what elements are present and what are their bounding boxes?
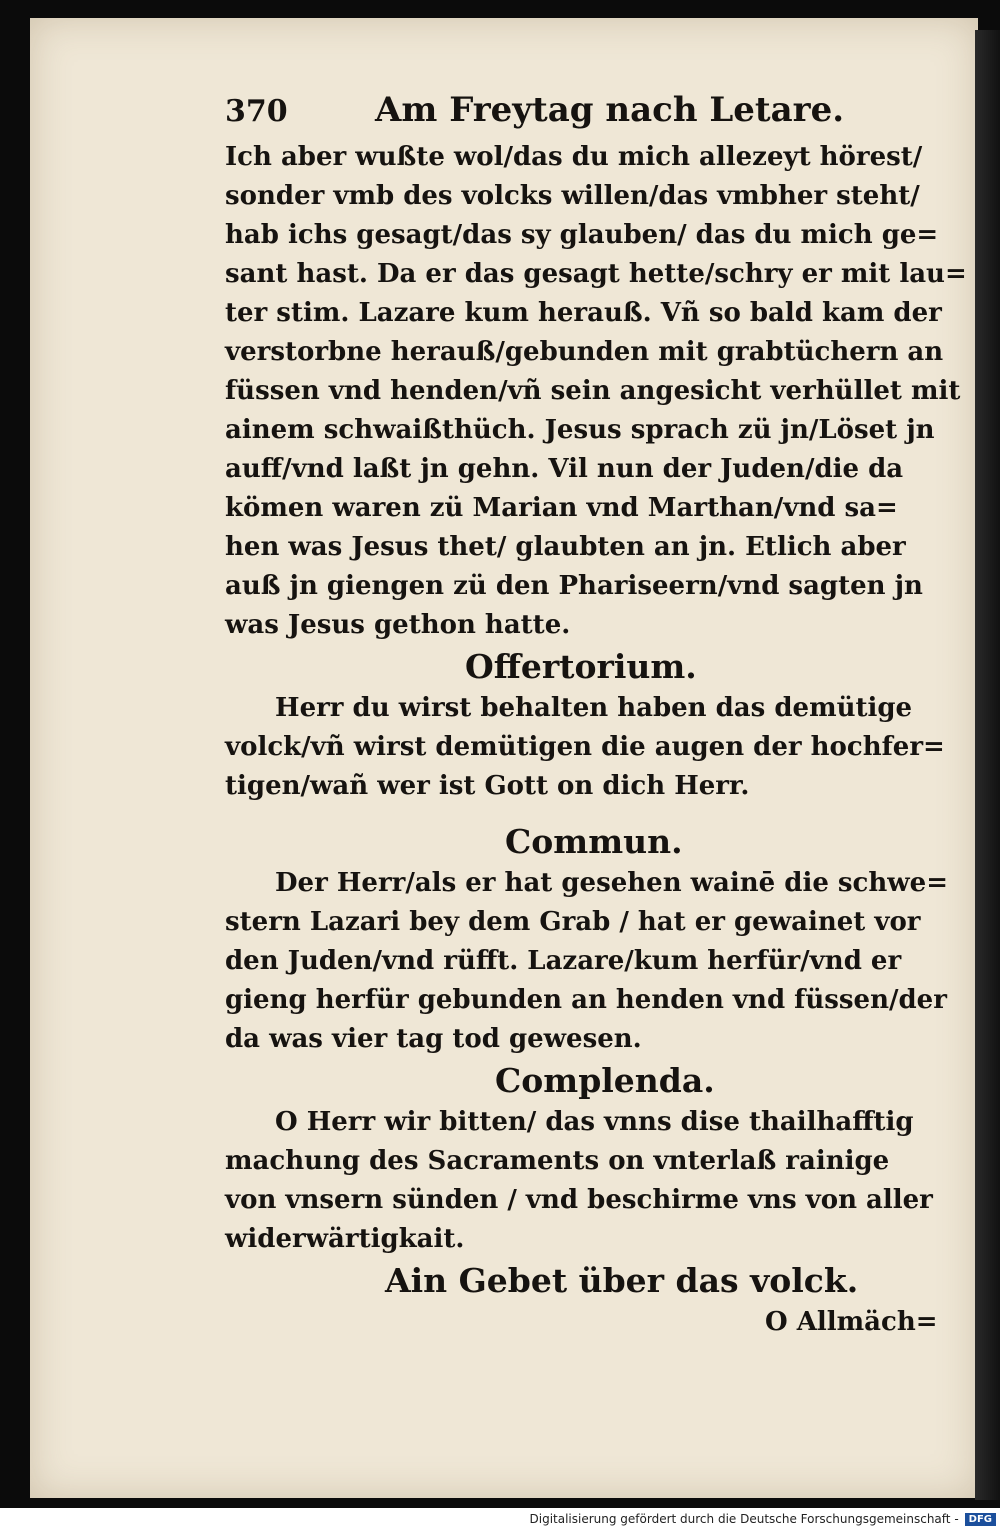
text-line: Ich aber wußte wol/das du mich allezeyt hörest/ (225, 142, 923, 172)
commun-heading: Commun. (505, 822, 683, 861)
complenda-heading: Complenda. (495, 1061, 715, 1100)
text-line: verstorbne herauß/gebunden mit grabtüchern an (225, 337, 944, 367)
text-line: da was vier tag tod gewesen. (225, 1024, 642, 1054)
text-line: O Herr wir bitten/ das vnns dise thailhafftig (275, 1107, 914, 1137)
digitization-footer (0, 1508, 1000, 1530)
gebet-heading: Ain Gebet über das volck. (385, 1261, 859, 1300)
text-line: auß jn giengen zü den Phariseern/vnd sagten jn (225, 571, 923, 601)
dfg-logo: DFG (965, 1513, 996, 1526)
text-block (225, 90, 965, 1342)
page-edge (975, 30, 1000, 1500)
folio-number: 370 (225, 94, 288, 129)
text-line: hab ichs gesagt/das sy glauben/ das du mich ge= (225, 220, 939, 250)
text-line: füssen vnd henden/vñ sein angesicht verhüllet mit (225, 376, 961, 406)
text-line: auff/vnd laßt jn gehn. Vil nun der Juden/die da (225, 454, 904, 484)
text-line: widerwärtigkait. (225, 1224, 465, 1254)
text-line: gieng herfür gebunden an henden vnd füssen/der (225, 985, 947, 1015)
text-line: von vnsern sünden / vnd beschirme vns von aller (225, 1185, 933, 1215)
text-line: sant hast. Da er das gesagt hette/schry er mit lau= (225, 259, 967, 289)
text-line: den Juden/vnd rüfft. Lazare/kum herfür/vnd er (225, 946, 902, 976)
gospel-text (225, 138, 965, 645)
text-line: ainem schwaißthüch. Jesus sprach zü jn/Löset jn (225, 415, 935, 445)
text-line: machung des Sacraments on vnterlaß rainige (225, 1146, 890, 1176)
text-line: kömen waren zü Marian vnd Marthan/vnd sa= (225, 493, 898, 523)
complenda-text (225, 1103, 965, 1259)
page-header (225, 90, 965, 138)
text-line: ter stim. Lazare kum herauß. Vñ so bald kam der (225, 298, 942, 328)
text-line: Der Herr/als er hat gesehen wainē die schwe= (275, 868, 948, 898)
offertorium-text (225, 689, 965, 806)
text-line: was Jesus gethon hatte. (225, 610, 571, 640)
text-line: hen was Jesus thet/ glaubten an jn. Etlich aber (225, 532, 906, 562)
footer-credit: Digitalisierung gefördert durch die Deutsche Forschungsgemeinschaft - (529, 1512, 959, 1526)
catchword: O Allmäch= (765, 1307, 938, 1337)
text-line: stern Lazari bey dem Grab / hat er gewainet vor (225, 907, 921, 937)
offertorium-heading: Offertorium. (465, 647, 697, 686)
text-line: sonder vmb des volcks willen/das vmbher steht/ (225, 181, 920, 211)
running-title: Am Freytag nach Letare. (375, 90, 845, 130)
commun-text (225, 864, 965, 1059)
text-line: Herr du wirst behalten haben das demütige (275, 693, 913, 723)
text-line: volck/vñ wirst demütigen die augen der hochfer= (225, 732, 945, 762)
text-line: tigen/wañ wer ist Gott on dich Herr. (225, 771, 750, 801)
